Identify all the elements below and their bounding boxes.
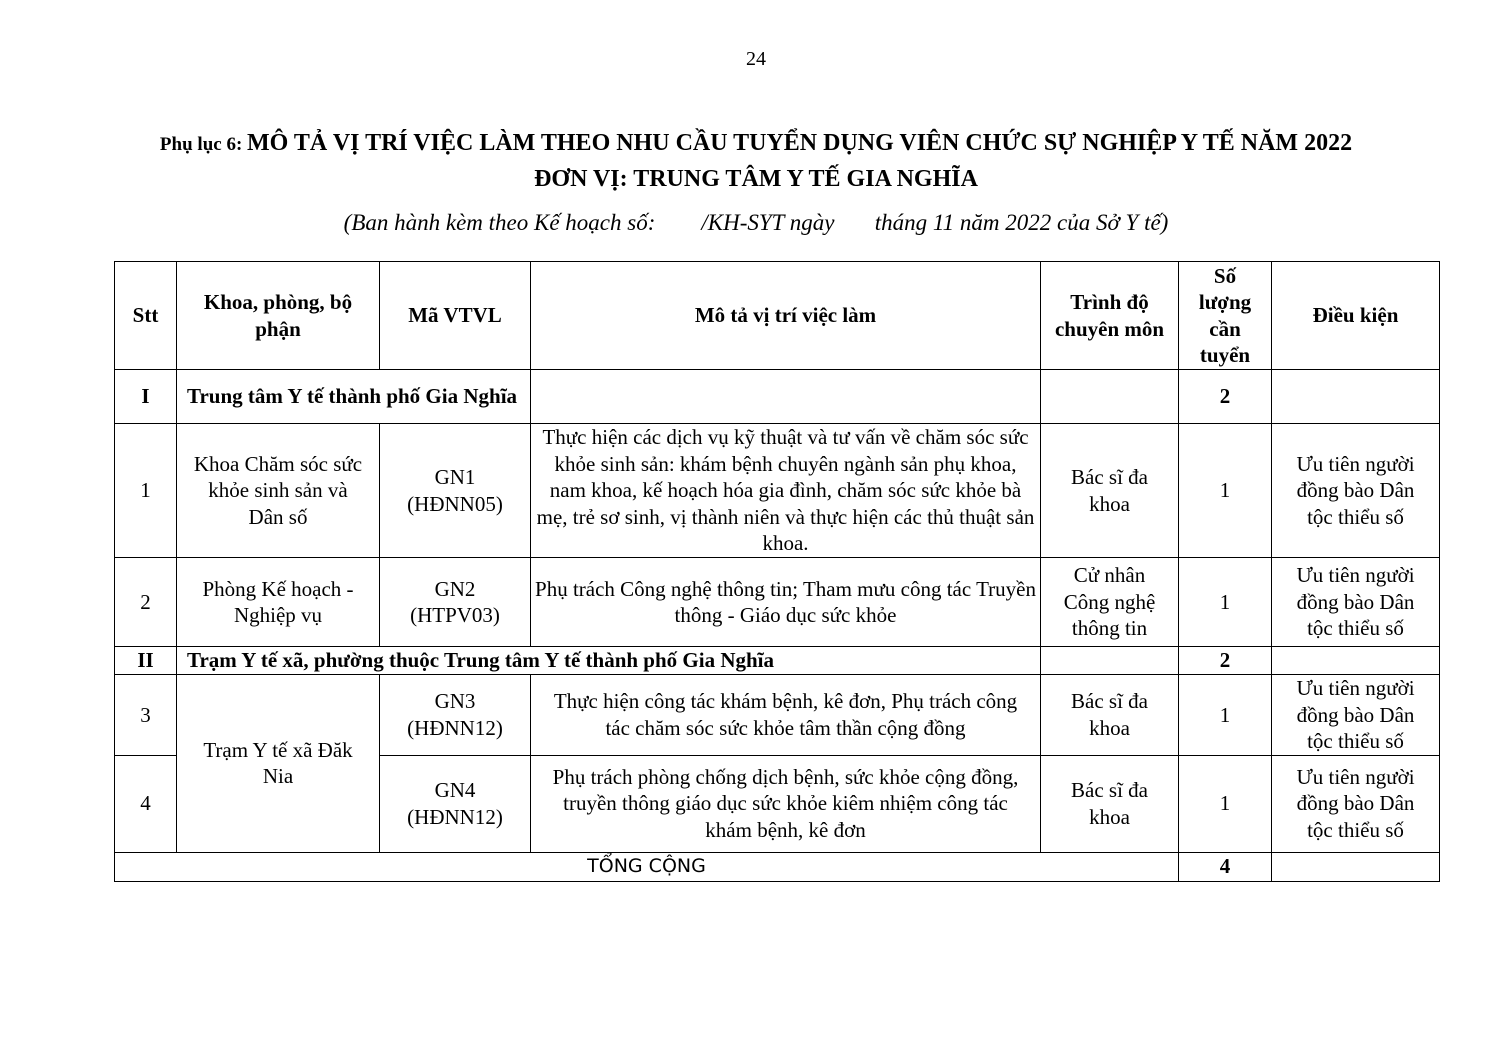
title-unit: ĐƠN VỊ: TRUNG TÂM Y TẾ GIA NGHĨA: [534, 166, 978, 192]
row-stt: 4: [115, 755, 177, 852]
row-quantity: 1: [1179, 755, 1272, 852]
row-code: GN3 (HĐNN12): [380, 675, 531, 756]
title-main: MÔ TẢ VỊ TRÍ VIỆC LÀM THEO NHU CẦU TUYỂN DỤNG VIÊN CHỨC SỰ NGHIỆP Y TẾ NĂM 2022: [247, 130, 1353, 156]
job-positions-table: [114, 261, 1440, 882]
row-stt: 1: [115, 424, 177, 558]
header-quantity: Số lượng cần tuyển: [1179, 262, 1272, 370]
row-qualification: Bác sĩ đa khoa: [1041, 675, 1179, 756]
row-qualification: Bác sĩ đa khoa: [1041, 424, 1179, 558]
row-quantity: 1: [1179, 424, 1272, 558]
row-department: Khoa Chăm sóc sức khỏe sinh sản và Dân số: [177, 424, 380, 558]
empty-cell: [1272, 852, 1440, 881]
empty-cell: [1041, 647, 1179, 675]
row-department: Phòng Kế hoạch - Nghiệp vụ: [177, 558, 380, 647]
table-row: [115, 675, 1440, 756]
appendix-prefix: Phụ lục 6:: [159, 134, 248, 155]
header-code: Mã VTVL: [380, 262, 531, 370]
section-name: Trạm Y tế xã, phường thuộc Trung tâm Y tế thành phố Gia Nghĩa: [177, 647, 1041, 675]
row-stt: 3: [115, 675, 177, 756]
page-number: 24: [746, 48, 766, 70]
row-stt: 2: [115, 558, 177, 647]
section-row: [115, 647, 1440, 675]
section-quantity: 2: [1179, 370, 1272, 424]
section-quantity: 2: [1179, 647, 1272, 675]
document-subtitle: (Ban hành kèm theo Kế hoạch số: /KH-SYT ngày tháng 11 năm 2022 của Sở Y tế): [343, 210, 1169, 235]
row-code: GN1 (HĐNN05): [380, 424, 531, 558]
section-stt: II: [115, 647, 177, 675]
row-condition: Ưu tiên người đồng bào Dân tộc thiểu số: [1272, 558, 1440, 647]
row-qualification: Bác sĩ đa khoa: [1041, 755, 1179, 852]
header-department: Khoa, phòng, bộ phận: [177, 262, 380, 370]
total-row: [115, 852, 1440, 881]
header-description: Mô tả vị trí việc làm: [531, 262, 1041, 370]
row-quantity: 1: [1179, 675, 1272, 756]
section-stt: I: [115, 370, 177, 424]
row-quantity: 1: [1179, 558, 1272, 647]
empty-cell: [1041, 370, 1179, 424]
table-header-row: [115, 262, 1440, 370]
row-condition: Ưu tiên người đồng bào Dân tộc thiểu số: [1272, 755, 1440, 852]
row-description: Thực hiện công tác khám bệnh, kê đơn, Phụ trách công tác chăm sóc sức khỏe tâm thần cộng đồng: [531, 675, 1041, 756]
row-description: Thực hiện các dịch vụ kỹ thuật và tư vấn về chăm sóc sức khỏe sinh sản: khám bệnh chuyên ngành sản phụ khoa, nam khoa, kế hoạch hóa gia đình, chăm sóc sức khỏe bà mẹ, trẻ sơ sinh, vị thành niên và thực hiện các thủ thuật sản khoa.: [531, 424, 1041, 558]
header-stt: Stt: [115, 262, 177, 370]
table-row: [115, 424, 1440, 558]
empty-cell: [1272, 647, 1440, 675]
empty-cell: [1272, 370, 1440, 424]
section-name: Trung tâm Y tế thành phố Gia Nghĩa: [177, 370, 531, 424]
empty-cell: [531, 370, 1041, 424]
row-code: GN2 (HTPV03): [380, 558, 531, 647]
table-row: [115, 558, 1440, 647]
row-condition: Ưu tiên người đồng bào Dân tộc thiểu số: [1272, 424, 1440, 558]
row-department: Trạm Y tế xã Đăk Nia: [177, 675, 380, 853]
section-row: [115, 370, 1440, 424]
row-description: Phụ trách Công nghệ thông tin; Tham mưu công tác Truyền thông - Giáo dục sức khỏe: [531, 558, 1041, 647]
header-condition: Điều kiện: [1272, 262, 1440, 370]
row-condition: Ưu tiên người đồng bào Dân tộc thiểu số: [1272, 675, 1440, 756]
total-quantity: 4: [1179, 852, 1272, 881]
header-qualification: Trình độ chuyên môn: [1041, 262, 1179, 370]
row-qualification: Cử nhân Công nghệ thông tin: [1041, 558, 1179, 647]
row-code: GN4 (HĐNN12): [380, 755, 531, 852]
row-description: Phụ trách phòng chống dịch bệnh, sức khỏe cộng đồng, truyền thông giáo dục sức khỏe kiêm nhiệm công tác khám bệnh, kê đơn: [531, 755, 1041, 852]
document-title: [0, 126, 1500, 196]
total-label: TỔNG CỘNG: [115, 852, 1179, 881]
